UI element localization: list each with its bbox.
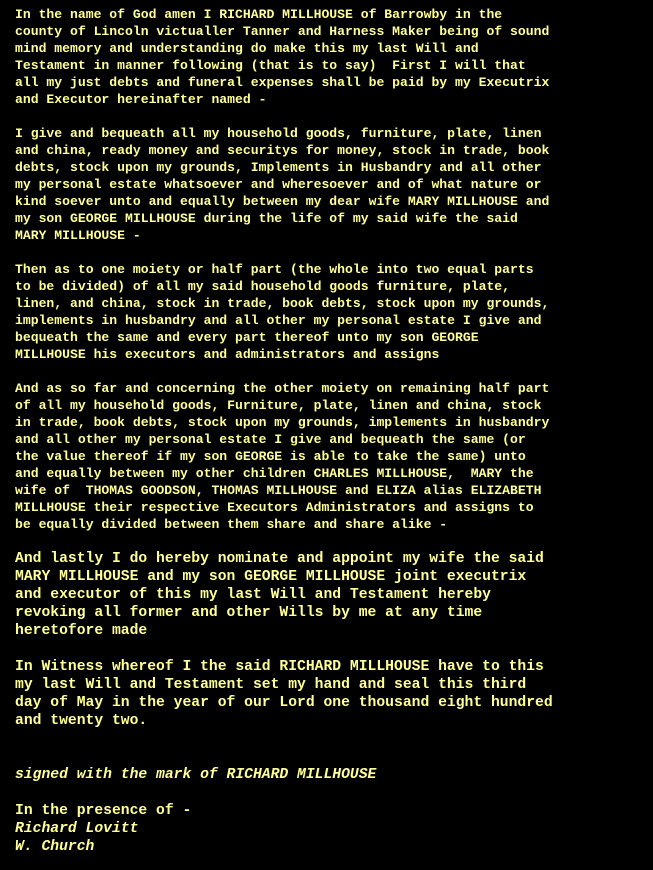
bequest-paragraph: I give and bequeath all my household goods, furniture, plate, linen and china, ready money and securitys for money, stock in trade, book debts, stock upon my grounds, Implements in Husbandry and all other my personal estate whatsoever and wheresoever and of what nature or kind soever unto and equally between my dear wife MARY MILLHOUSE and my son GEORGE MILLHOUSE during the life of my said wife the said MARY MILLHOUSE -: [15, 126, 550, 243]
signature-line: signed with the mark of RICHARD MILLHOUSE: [15, 767, 377, 783]
paragraph-gap: [15, 363, 647, 380]
opening-paragraph: In the name of God amen I RICHARD MILLHOUSE of Barrowby in the county of Lincoln victualler Tanner and Harness Maker being of sound mind memory and understanding do make this my last Will and Testament in manner following (that is to say) First I will that all my just debts and funeral expenses shall be paid by my Executrix and Executor hereinafter named -: [15, 7, 550, 107]
first-moiety-paragraph: Then as to one moiety or half part (the whole into two equal parts to be divided) of all my said household goods furniture, plate, linen, and china, stock in trade, book debts, stock upon my grounds, implements in husbandry and all other my personal estate I give and bequeath the same and every part thereof unto my son GEORGE MILLHOUSE his executors and administrators and assigns: [15, 262, 550, 362]
witness-name: Richard Lovitt: [15, 821, 139, 837]
presence-line: In the presence of -: [15, 803, 192, 819]
executors-paragraph: And lastly I do hereby nominate and appoint my wife the said MARY MILLHOUSE and my son GEORGE MILLHOUSE joint executrix and executor of this my last Will and Testament hereby revoking all former and other Wills by me at any time heretofore made: [15, 551, 544, 639]
paragraph-gap: [15, 108, 647, 125]
paragraph-gap: [15, 533, 647, 550]
paragraph-gap: [15, 244, 647, 261]
paragraph-gap: [15, 784, 647, 802]
paragraph-gap: [15, 640, 647, 658]
second-moiety-paragraph: And as so far and concerning the other moiety on remaining half part of all my household goods, Furniture, plate, linen and china, stock in trade, book debts, stock upon my grounds, implements in husbandry and all other my personal estate I give and bequeath the same (or the value thereof if my son GEORGE is able to take the same) unto and equally between my other children CHARLES MILLHOUSE, MARY the wife of THOMAS GOODSON, THOMAS MILLHOUSE and ELIZA alias ELIZABETH MILLHOUSE their respective Executors Administrators and assigns to be equally divided between them share and share alike -: [15, 381, 550, 532]
paragraph-gap: [15, 730, 647, 766]
witness-name: W. Church: [15, 839, 95, 855]
will-document: [15, 6, 647, 856]
witness-paragraph: In Witness whereof I the said RICHARD MILLHOUSE have to this my last Will and Testament set my hand and seal this third day of May in the year of our Lord one thousand eight hundred and twenty two.: [15, 659, 553, 729]
